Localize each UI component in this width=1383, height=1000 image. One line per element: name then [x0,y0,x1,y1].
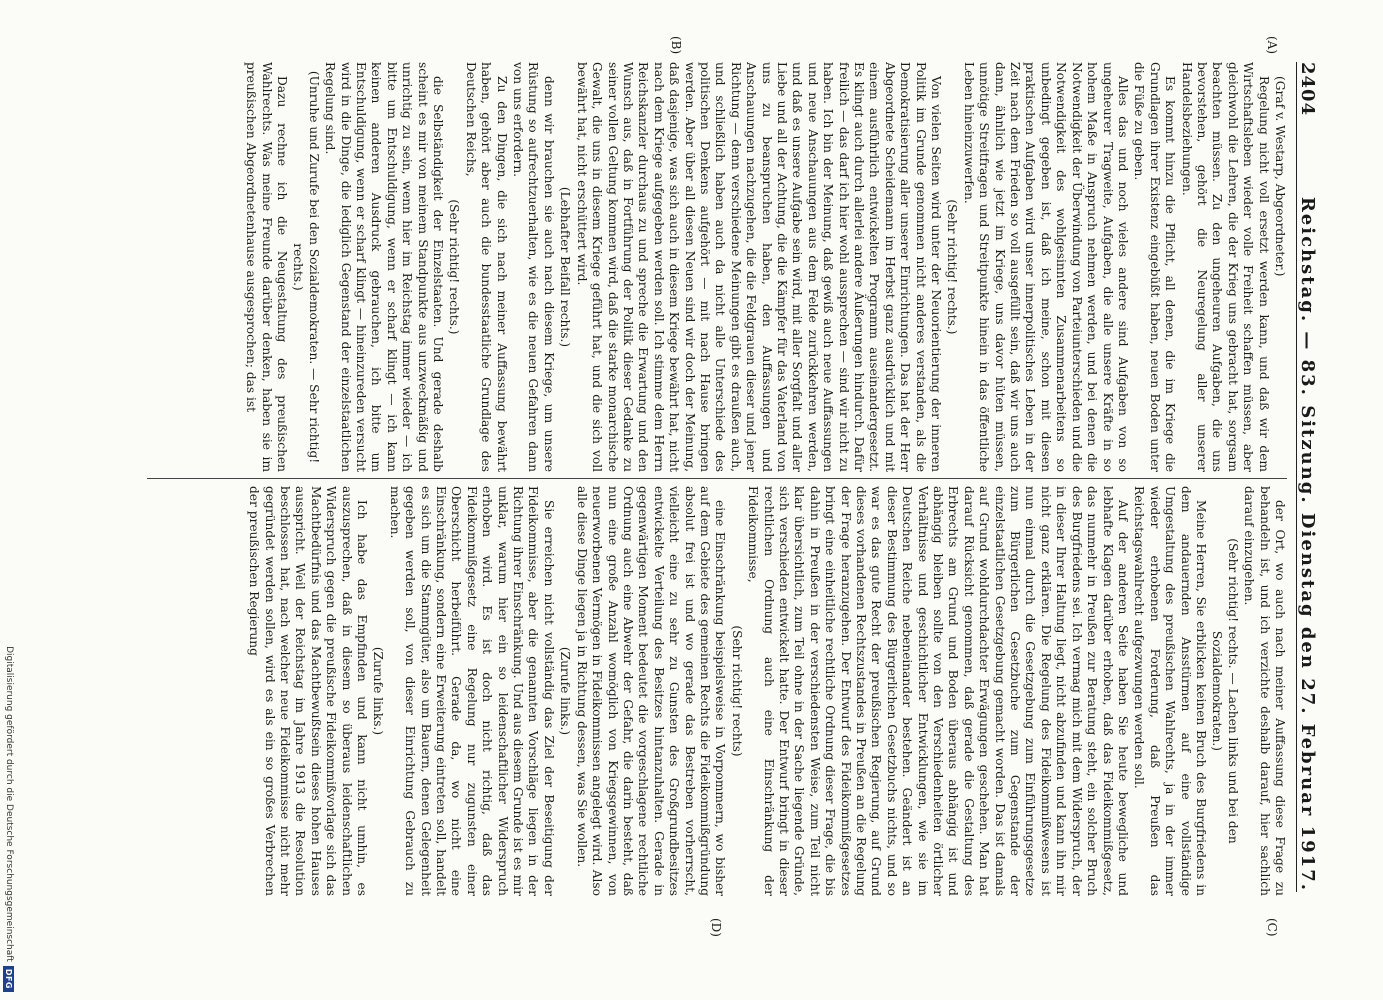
paragraph: (Graf v. Westarp, Abgeordneter.) [1273,76,1287,277]
paragraph: der Ort, wo auch nach meiner Auffassung diese Frage zu behandeln ist, und ich verzichte deshalb darauf, hier sachlich darauf einzugehen. [1242,486,1287,896]
paragraph: Regelung nicht voll ersetzt werden kann, und daß wir dem Wirtschaftsleben wieder volle Freiheit schaffen müssen, aber gleichwohl die Lehren, die der Krieg uns gebracht hat, sorgsam beachten müssen. Zu den ungeheuren Aufgaben, die uns bevorstehen, gehört die Neuregelung aller unserer Handelsbeziehungen. [1179,62,1271,472]
left-text-column [127,62,1287,472]
page-header [1296,62,1323,892]
paragraph: Ich habe das Empfinden und kann nicht umhin, es auszusprechen, daß in diesem so überaus leidenschaftlichen Widerspruch gegen die preußische Fideikommißvorlage sich das Machtbedürfnis und das Machtbewußtsein dieses hohen Hauses ausspricht. Weil der Reichstag im Jahre 1913 die Resolution beschlossen hat, nach welcher neue Fideikommisse nicht mehr gegründet werden sollen, wird es als ein so großes Verbrechen der preußischen Regierung [247,486,370,896]
page-number: 2404 [1297,62,1318,117]
paragraph: Alles das und noch vieles andere sind Aufgaben von so ungeheurer Tragweite, Aufgaben, die alle unsere Kräfte in so hohem Maße in Anspruch nehmen werden, und bei denen die Notwendigkeit der Überwindung von Parteiunterschieden und die Notwendigkeit des wohlgesinnten Zusammenarbeitens so unbedingt gegeben ist, daß ich meine, schon mit diesen praktischen Aufgaben wird unser innerpolitisches Leben in der Zeit nach dem Frieden so voll ausgefüllt sein, daß wir uns auch dann, ähnlich wie jetzt im Kriege, uns davor hüten müssen, unnötige Streitfragen und Streitpunkte hinein in das öffentliche Leben hineinzuwerfen. [961,62,1130,472]
paragraph: (Unruhe und Zurufe bei den Sozialdemokraten. — Sehr richtig! rechts.) [291,70,321,464]
page-title: Reichstag. — 83. Sitzung. Dienstag den 27. Februar 1917. [1297,196,1318,892]
paragraph: die Selbständigkeit der Einzelstaaten. Und gerade deshalb scheint es mir von meinem Standpunkte aus unzweckmäßig und unrichtig zu sein, wenn hier im Reichstag immer wieder — ich bitte um Entschuldigung, wenn er scharf klingt — ich kann keinen anderen Ausdruck gebrauchen, ich bitte um Entschuldigung, wenn er scharf klingt — hineinzureden versucht wird in die Dinge, die lediglich Gegenstand der einzelstaatlichen Regelung sind. [323,62,446,472]
paragraph: (Sehr richtig! rechts. — Lachen links und bei den Sozialdemokraten.) [1210,538,1240,844]
paragraph: eine Einschränkung beispielsweise in Vorpommern, wo bisher auf dem Gebiete des gemeinen Rechts die Fideikommißgründung absolut frei ist und wo gerade das Bestreben vorherrscht, vielleicht eine zu sehr zu Gunsten des Großgrundbesitzes entwickelte Verteilung des Besitzes hintanzuhalten. Gerade in gegenwärtigen Moment bedeutet die vorgeschlagene rechtliche Ordnung auch eine Abwehr der Gefahr, die darin besteht, daß nun eine große Anzahl womöglich von Kriegsgewinnen, von neuerworbenen Vermögen in Fideikommissen angelegt wird. Also alle diese Dinge liegen ja in Richtung dessen, was Sie wollen. [574,486,728,896]
column-divider [147,478,1287,479]
paragraph: Von vielen Seiten wird unter der Neuorientierung der inneren Politik im Grunde genommen nicht anderes verstanden, als die Demokratisierung aller unserer Einrichtungen. Das hat der Herr Abgeordnete Scheidemann im Herbst ganz ausdrücklich und mit einem ausführlich entwickelten Programm auseinandergesetzt. Es klingt auch durch allerlei andere Äußerungen hindurch. Dafür freilich — das darf ich hier wohl aussprechen — sind wir nicht zu haben. Ich bin der Meinung, daß gewiß auch neue Auffassungen und neue Anschauungen aus dem Felde zurückkehren werden, und daß es unsere Aufgabe sein wird, mit aller Sorgfalt und aller Liebe und all der Achtung, die die Kämpfer für das Vaterland von uns zu beanspruchen haben, den Auffassungen und Anschauungen nachzugehen, die die Feldgrauen dieser und jener Richtung — denn verschiedene Meinungen gibt es draußen auch, und schließlich haben auch da nicht alle Unterschiede des politischen Denkens aufgehört — mit nach Hause bringen werden. Aber über all diesen Neuen sind wir doch der Meinung, daß dasjenige, was sich auch in diesem Kriege bewährt hat, nicht nach dem Kriege aufgegeben werden soll. Ich stimme dem Herrn Reichskanzler durchaus zu und spreche die Erwartung und den Wunsch aus, daß in Fortführung der Politik dieser Gedanke zu seiner vollen Geltung kommen wird, daß die starke monarchische Gewalt, die uns in diesem Kriege geführt hat, und die sich voll bewährt hat, nicht erschüttert wird. [574,62,944,472]
paragraph: Auf der anderen Seite haben Sie heute bewegliche und lebhafte Klagen darüber erhoben, daß das Fideikommißgesetz, das nunmehr in Preußen zur Beratung steht, ein solcher Bruch des Burgfriedens sei. Ich vermag mich mit dem Widerspruch, der in dieser Ihrer Haltung liegt, nicht abzufinden und kann ihn mir nicht ganz erklären. Die Regelung des Fideikommißwesens ist nun einmal durch die Gesetzgebung zum Einführungsgesetze zum Bürgerlichen Gesetzbuche zum Gegenstande der einzelstaatlichen Gesetzgebung gemacht worden. Das ist damals auf Grund wohldurchdachter Erwägungen geschehen. Man hat darauf Rücksicht genommen, daß gerade die Gestaltung des Erbrechts am Grund und Boden überaus abhängig ist und abhängig bleiben sollte von den Verschiedenheiten örtlicher Verhältnisse und geschichtlicher Entwicklungen, wie sie im Deutschen Reiche nebeneinander bestehen. Geändert ist an dieser Bestimmung des Bürgerlichen Gesetzbuchs nichts, und so war es das gute Recht der preußischen Regierung, auf Grund dieses vorhandenen Rechtszustandes in Preußen an die Regelung der Frage heranzugehen. Der Entwurf des Fideikommißgesetzes bringt eine einheitliche rechtliche Ordnung dieser Frage, die bis dahin in Preußen in der verschiedensten Weise, zum Teil nicht klar übersichtlich, zum Teil ohne in der Sache liegende Gründe, sich verschieden entwickelt hatte. Der Entwurf bringt in dieser rechtlichen Ordnung auch eine Einschränkung der Fideikommisse, [746,486,1130,896]
paragraph: (Lebhafter Beifall rechts.) [558,186,573,348]
paragraph: Dazu rechne ich die Neugestaltung des preußischen Wahlrechts. Was meine Freunde darüber denken, haben sie im preußischen Abgeordnetenhause ausgesprochen; das ist [244,62,289,472]
paragraph: (Zurufe links.) [558,646,573,736]
paragraph: (Sehr richtig! rechts.) [945,199,960,335]
margin-mark-c: (C) [1265,918,1279,937]
digitization-credit [0,0,18,1000]
credit-text: Digitalisierung gefördert durch die Deutsche Forschungsgemeinschaft [4,646,14,962]
paragraph: (Zurufe links.) [371,646,386,736]
margin-mark-d: (D) [709,918,723,937]
paragraph: Zu den Dingen, die sich nach meiner Auffassung bewährt haben, gehört aber auch die bundesstaatliche Grundlage des Deutschen Reichs, [463,62,509,472]
right-text-column [127,486,1287,896]
dfg-logo: DFG [4,966,15,992]
paragraph: Es kommt hinzu die Pflicht, all denen, die im Kriege die Grundlagen ihrer Existenz eingebüßt haben, neuen Boden unter die Füße zu geben. [1132,62,1178,472]
paragraph: (Sehr richtig! rechts.) [447,199,462,335]
margin-mark-a: (A) [1265,36,1279,55]
paragraph: denn wir brauchen sie auch nach diesem Kriege, um unsere Rüstung so aufrechtzuerhalten, wie es die neuen Gefahren dann von uns erfordern. [511,62,556,472]
paragraph: Meine Herren, Sie erblicken keinen Bruch des Burgfriedens in dem andauernden Ansstürmen auf eine vollständige Umgestaltung des preußischen Wahlrechts, ja in der immer wieder erhobenen Forderung, daß Preußen das Reichstagswahlrecht aufgezwungen werden soll. [1132,486,1208,896]
margin-mark-b: (B) [669,36,683,55]
paragraph: Sie erreichen nicht vollständig das Ziel der Beseitigung der Fideikommisse, aber die genannten Vorschläge liegen in der Richtung ihrer Einschränkung. Und aus diesem Grunde ist es mir unklar, warum hier ein so leidenschaftlicher Widerspruch erhoben wird. Es ist doch nicht richtig, daß das Fideikommißgesetz eine Regelung nur zugunsten einer Oberschicht herbeiführt. Gerade da, wo nicht eine Einschränkung, sondern eine Erweiterung eintreten soll, handelt es sich um die Stammgüter, also um Bauern, denen Gelegenheit gegeben werden soll, von dieser Einrichtung Gebrauch zu machen. [387,486,556,896]
paragraph: (Sehr richtig! rechts) [729,625,744,757]
